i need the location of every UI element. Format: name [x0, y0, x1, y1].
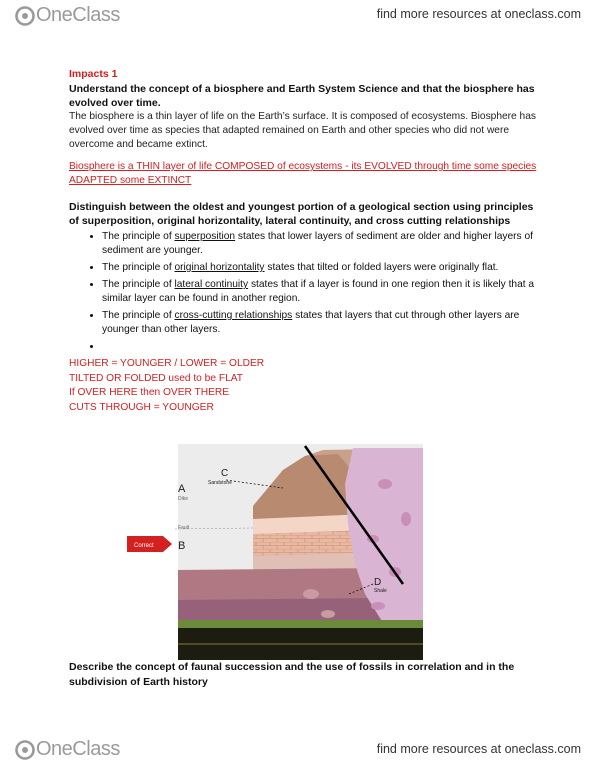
- q1-body: The biosphere is a thin layer of life on the Earth’s surface. It is composed of ecosystems. Biosphere has evolved over time as species that adapted remained on Earth and other species who did not were overcome and became extinct.: [69, 111, 536, 150]
- logo-text: OneClass: [36, 738, 120, 760]
- q1-summary: Biosphere is a THIN layer of life COMPOSED of ecosystems - its EVOLVED through time some species ADAPTED some EXTINCT: [69, 161, 537, 186]
- label-c: C: [221, 468, 229, 479]
- logo-text: OneClass: [36, 4, 120, 26]
- page-header: [0, 0, 595, 40]
- label-d: D: [374, 577, 382, 588]
- oneclass-logo-icon: [14, 5, 36, 27]
- list-item: • The principle of original horizontality states that tilted or folded layers were originally flat.: [102, 261, 539, 275]
- find-more-link[interactable]: find more resources at oneclass.com: [376, 7, 581, 21]
- q1-heading: Understand the concept of a biosphere and Earth System Science and that the biosphere has evolved over time.: [69, 83, 535, 109]
- oneclass-logo[interactable]: [14, 738, 120, 761]
- label-a: A: [178, 483, 186, 495]
- list-item: [102, 340, 539, 354]
- list-item: • The principle of superposition states that lower layers of sediment are older and higher layers of sediment are younger.: [102, 230, 539, 258]
- section-label: Impacts 1: [69, 68, 118, 80]
- principles-list: [69, 230, 539, 354]
- list-item: • The principle of cross-cutting relationships states that layers that cut through other layers are younger than other layers.: [102, 309, 539, 337]
- document-body: [69, 67, 539, 415]
- label-c-sub: Sandstone: [208, 480, 232, 486]
- list-item: • The principle of lateral continuity states that if a layer is found in one region then it is likely that a similar layer can be found in another region.: [102, 278, 539, 306]
- label-b-sub: Fault: [178, 525, 190, 531]
- page-footer: [0, 730, 595, 770]
- mnemonic-line: CUTS THROUGH = YOUNGER: [69, 401, 214, 413]
- correct-tag-label: Correct: [134, 543, 154, 549]
- oneclass-logo[interactable]: [14, 4, 120, 27]
- geologic-section-figure: [123, 444, 423, 674]
- label-b: B: [178, 540, 186, 552]
- label-a-sub: Dike: [178, 496, 189, 502]
- q2-heading: Distinguish between the oldest and youngest portion of a geological section using principles of superposition, original horizontality, lateral continuity, and cross cutting relationships: [69, 201, 534, 227]
- label-d-sub: Shale: [374, 588, 387, 594]
- q3-heading: Describe the concept of faunal succession and the use of fossils in correlation and in the subdivision of Earth history: [69, 661, 515, 688]
- oneclass-logo-icon: [14, 739, 36, 761]
- mnemonic-line: TILTED OR FOLDED used to be FLAT: [69, 372, 243, 384]
- mnemonic-line: If OVER HERE then OVER THERE: [69, 387, 230, 398]
- find-more-link[interactable]: find more resources at oneclass.com: [376, 742, 581, 756]
- mnemonic-line: HIGHER = YOUNGER / LOWER = OLDER: [69, 358, 265, 369]
